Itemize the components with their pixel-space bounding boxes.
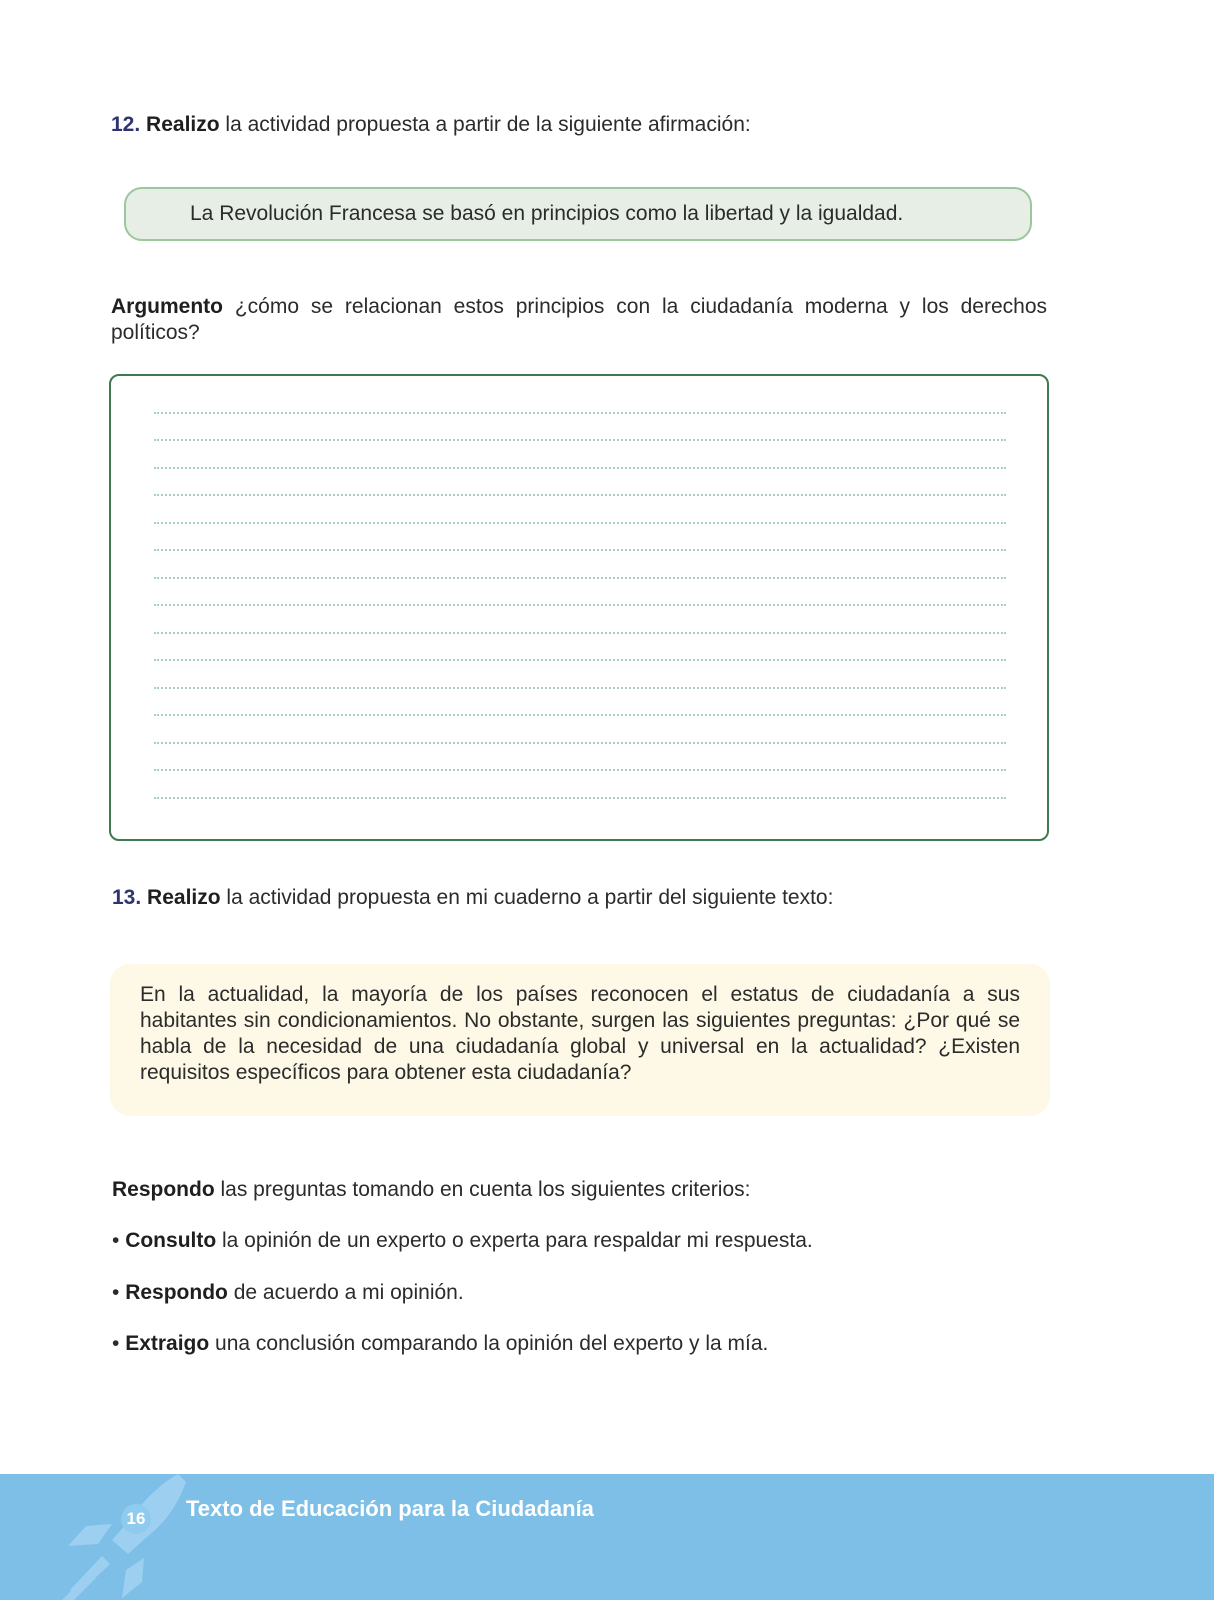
- writing-line: [154, 549, 1006, 551]
- activity-13-instruction: [112, 885, 833, 911]
- writing-line: [154, 769, 1006, 771]
- respond-verb: Respondo: [112, 1178, 215, 1201]
- writing-line: [154, 412, 1006, 414]
- rocket-icon: [50, 1474, 190, 1600]
- writing-line: [154, 742, 1006, 744]
- criteria-verb: Extraigo: [125, 1332, 210, 1355]
- writing-line: [154, 659, 1006, 661]
- writing-line: [154, 522, 1006, 524]
- activity-12-instruction: [111, 112, 751, 138]
- writing-line: [154, 632, 1006, 634]
- criteria-text: la opinión de un experto o experta para respaldar mi respuesta.: [216, 1229, 813, 1252]
- affirmation-box: [124, 187, 1032, 241]
- writing-line: [154, 577, 1006, 579]
- criteria-item: • Consulto la opinión de un experto o experta para respaldar mi respuesta.: [112, 1229, 813, 1252]
- activity-verb: Realizo: [146, 113, 220, 136]
- writing-line: [154, 604, 1006, 606]
- criteria-item: • Extraigo una conclusión comparando la opinión del experto y la mía.: [112, 1332, 769, 1355]
- criteria-text: de acuerdo a mi opinión.: [227, 1281, 464, 1304]
- reading-text-box: [110, 964, 1050, 1116]
- writing-line: [154, 687, 1006, 689]
- criteria-text: una conclusión comparando la opinión del experto y la mía.: [209, 1332, 769, 1355]
- activity-verb: Realizo: [147, 886, 221, 909]
- writing-line: [154, 494, 1006, 496]
- writing-line: [154, 467, 1006, 469]
- respond-instruction: [112, 1177, 750, 1203]
- activity-instruction-text: la actividad propuesta en mi cuaderno a partir del siguiente texto:: [220, 886, 834, 909]
- argument-label: Argumento: [111, 295, 223, 318]
- activity-instruction-text: la actividad propuesta a partir de la siguiente afirmación:: [219, 113, 751, 136]
- argument-question-text: ¿cómo se relacionan estos principios con la ciudadanía moderna y los derechos políticos?: [111, 295, 1047, 344]
- criteria-verb: Respondo: [125, 1281, 228, 1304]
- writing-line: [154, 714, 1006, 716]
- footer-title: Texto de Educación para la Ciudadanía: [186, 1496, 594, 1521]
- activity-number: 12.: [111, 113, 141, 136]
- criteria-verb: Consulto: [125, 1229, 217, 1252]
- answer-writing-area[interactable]: [109, 374, 1049, 841]
- affirmation-text: La Revolución Francesa se basó en principios como la libertad y la igualdad.: [190, 202, 904, 225]
- page-footer: [0, 1474, 1214, 1600]
- writing-line: [154, 797, 1006, 799]
- criteria-item: • Respondo de acuerdo a mi opinión.: [112, 1281, 464, 1304]
- activity-number: 13.: [112, 886, 142, 909]
- reading-text: En la actualidad, la mayoría de los países reconocen el estatus de ciudadanía a sus habitantes sin condicionamientos. No obstante, surgen las siguientes preguntas: ¿Por qué se habla de la necesidad de una ciudadanía global y universal en la actualidad? ¿Existen requisitos específicos para obtener esta ciudadanía?: [140, 983, 1020, 1084]
- writing-line: [154, 439, 1006, 441]
- argument-question: [111, 294, 1047, 346]
- page-number: 16: [121, 1504, 151, 1534]
- respond-text: las preguntas tomando en cuenta los siguientes criterios:: [214, 1178, 751, 1201]
